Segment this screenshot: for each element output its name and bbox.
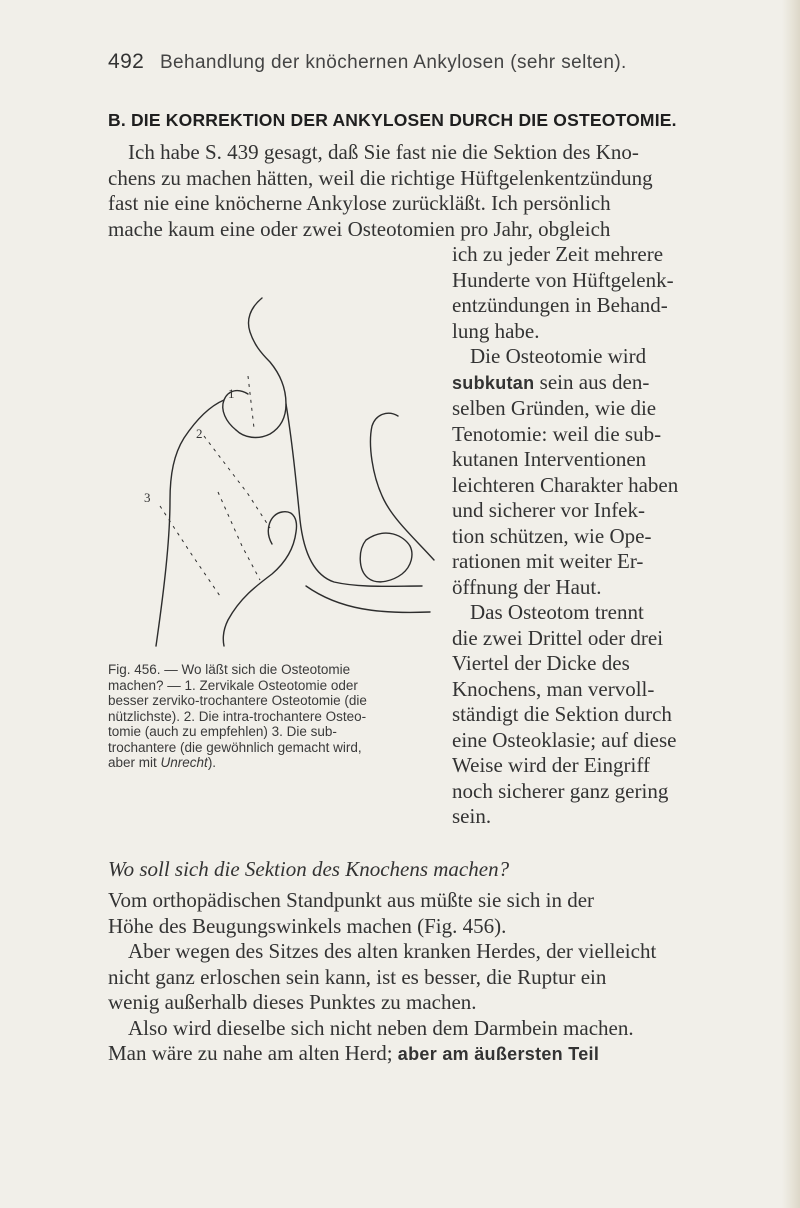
text-line: ich zu jeder Zeit mehrere	[452, 242, 664, 266]
femur-neck-outline	[156, 400, 224, 646]
running-head	[108, 50, 728, 74]
text-line: Das Osteotom trennt	[470, 600, 644, 624]
text-line: Höhe des Beugungswinkels machen (Fig. 456).	[108, 913, 507, 938]
side-column-text	[452, 242, 738, 830]
acetabulum-outline	[223, 391, 248, 430]
text-line: Hunderte von Hüftgelenk-	[452, 267, 674, 292]
caption-line: tomie (auch zu empfehlen) 3. Die sub-	[108, 724, 337, 739]
text-line: kutanen Interventionen	[452, 447, 647, 471]
guide-line	[218, 492, 260, 580]
caption-line	[108, 755, 438, 771]
page-number: 492	[108, 50, 145, 73]
text-line: Ich habe S. 439 gesagt, daß Sie fast nie die Sektion des Kno-	[128, 140, 639, 164]
trochanter-outline	[286, 404, 422, 586]
osteotomy-line-3	[160, 506, 220, 596]
intro-paragraph	[108, 140, 708, 242]
italic-subheading: Wo soll sich die Sektion des Knochens machen?	[108, 857, 510, 881]
osteotomy-line-2	[204, 436, 270, 528]
emphasis-text: aber am äußersten Teil	[397, 1044, 600, 1064]
text-line: sein.	[452, 804, 492, 828]
text-line: fast nie eine knöcherne Ankylose zurückläßt. Ich persönlich	[108, 191, 611, 215]
text-line: Viertel der Dicke des	[452, 651, 630, 675]
figure-456-osteotomy-diagram	[120, 280, 440, 660]
figure-label-2: 2	[196, 426, 203, 441]
text-fragment: ).	[207, 755, 217, 770]
text-line	[108, 1041, 728, 1068]
running-head-title: Behandlung der knöchernen Ankylosen (sehr selten).	[159, 52, 627, 73]
text-line: Weise wird der Eingriff	[452, 753, 650, 777]
text-line: die zwei Drittel oder drei	[452, 625, 664, 650]
text-line: Die Osteotomie wird	[470, 344, 647, 368]
caption-line: nützlichste). 2. Die intra-trochantere Osteo-	[108, 708, 367, 724]
text-line: eine Osteoklasie; auf diese	[452, 727, 677, 752]
text-line: Also wird dieselbe sich nicht neben dem Darmbein machen.	[128, 1015, 634, 1040]
text-line: chens zu machen hätten, weil die richtige Hüftgelenkentzündung	[108, 165, 653, 190]
text-line	[452, 370, 738, 397]
text-line: öffnung der Haut.	[452, 574, 602, 599]
text-line: lung habe.	[452, 318, 540, 343]
section-title: B. DIE KORREKTION DER ANKYLOSEN DURCH DIE OSTEOTOMIE.	[108, 110, 677, 130]
text-line: Tenotomie: weil die sub-	[452, 421, 662, 446]
text-line: Aber wegen des Sitzes des alten kranken Herdes, der vielleicht	[128, 939, 657, 963]
osteotomy-line-1	[248, 376, 254, 428]
obturator-outline	[360, 533, 412, 582]
text-line: selben Gründen, wie die	[452, 396, 657, 420]
text-line: noch sicherer ganz gering	[452, 778, 669, 803]
shaft-line	[306, 586, 430, 612]
figure-label-1: 1	[228, 386, 235, 401]
lower-paragraphs	[108, 888, 728, 1068]
text-line: und sicherer vor Infek-	[452, 498, 645, 522]
text-line: mache kaum eine oder zwei Osteotomien pro Jahr, obgleich	[108, 216, 611, 241]
text-line: wenig außerhalb dieses Punktes zu machen.	[108, 990, 477, 1014]
caption-line: Fig. 456. — Wo läßt sich die Osteotomie	[108, 662, 351, 677]
page-edge-shadow	[782, 0, 800, 1208]
text-line: entzündungen in Behand-	[452, 293, 668, 317]
text-line: nicht ganz erloschen sein kann, ist es besser, die Ruptur ein	[108, 964, 607, 989]
text-fragment: Man wäre zu nahe am alten Herd;	[108, 1041, 398, 1065]
femur-head-outline	[236, 298, 286, 437]
text-line: Knochens, man vervoll-	[452, 676, 655, 701]
caption-line: besser zerviko-trochantere Osteotomie (die	[108, 693, 367, 708]
text-line: leichteren Charakter haben	[452, 472, 679, 497]
caption-emphasis: Unrecht	[160, 755, 208, 770]
figure-caption	[108, 662, 438, 771]
caption-line: machen? — 1. Zervikale Osteotomie oder	[108, 677, 358, 693]
text-fragment: sein aus den-	[534, 369, 650, 394]
emphasis-subkutan: subkutan	[452, 372, 535, 393]
figure-label-3: 3	[144, 490, 151, 505]
text-line: Vom orthopädischen Standpunkt aus müßte sie sich in der	[108, 888, 595, 912]
text-line: rationen mit weiter Er-	[452, 549, 644, 573]
text-line: tion schützen, wie Ope-	[452, 523, 652, 548]
text-fragment: aber mit	[108, 755, 161, 770]
caption-line: trochantere (die gewöhnlich gemacht wird,	[108, 739, 362, 755]
text-line: ständigt die Sektion durch	[452, 702, 672, 726]
